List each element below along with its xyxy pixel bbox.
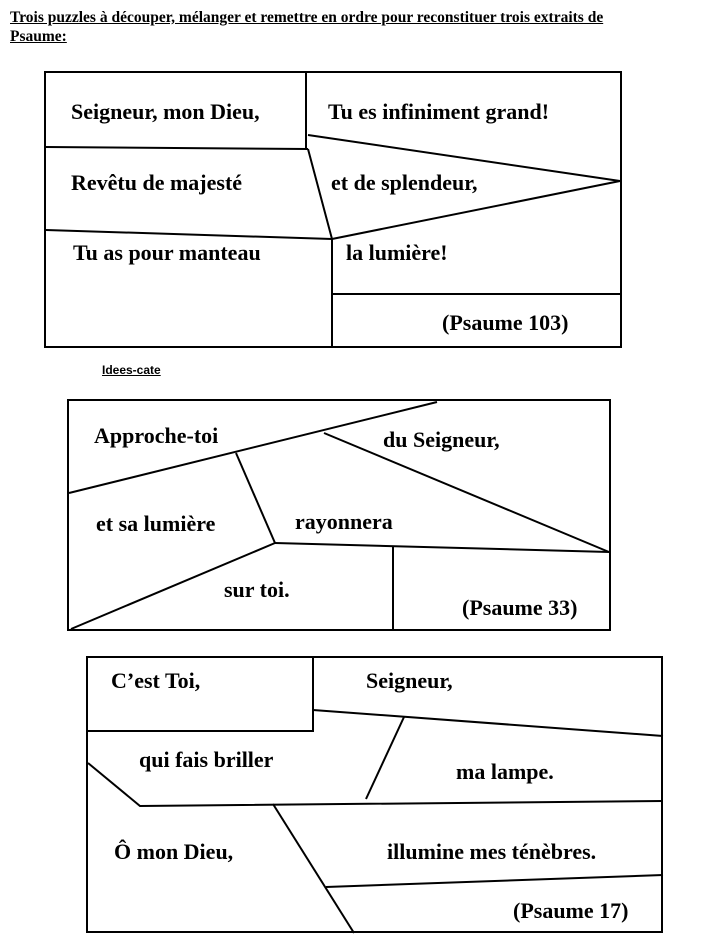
- piece-text: la lumière!: [346, 240, 448, 265]
- piece-text: sur toi.: [224, 577, 290, 602]
- piece-text: Revêtu de majesté: [71, 170, 243, 195]
- piece-text: Seigneur,: [366, 668, 453, 693]
- piece-text: et sa lumière: [96, 511, 216, 536]
- puzzle-psaume-103: [44, 71, 622, 348]
- puzzle-psaume-33: [67, 399, 611, 631]
- cut-line: [366, 717, 404, 799]
- piece-text: Tu as pour manteau: [73, 240, 261, 265]
- instructions-title: Trois puzzles à découper, mélanger et remettre en ordre pour reconstituer trois extraits de Psaume:: [10, 9, 604, 45]
- cut-line: [273, 804, 354, 933]
- psalm-reference: (Psaume 17): [513, 898, 629, 923]
- piece-text: et de splendeur,: [331, 170, 478, 195]
- psalm-reference: (Psaume 33): [462, 595, 578, 620]
- piece-text: Ô mon Dieu,: [114, 839, 234, 864]
- cut-line: [308, 149, 332, 239]
- cut-line: [236, 453, 275, 543]
- piece-text: Approche-toi: [94, 423, 219, 448]
- psalm-reference: (Psaume 103): [442, 310, 569, 335]
- puzzle-psaume-17: [86, 656, 663, 933]
- piece-text: ma lampe.: [456, 759, 554, 784]
- cut-line: [275, 543, 609, 552]
- puzzle-3-cut-lines: [88, 658, 665, 935]
- cut-line: [46, 230, 332, 239]
- cut-line: [46, 147, 308, 149]
- piece-text: C’est Toi,: [111, 668, 201, 693]
- credit-label: Idees-cate: [102, 363, 161, 377]
- piece-text: Tu es infiniment grand!: [328, 99, 550, 124]
- piece-text: rayonnera: [295, 509, 393, 534]
- piece-text: illumine mes ténèbres.: [387, 839, 597, 864]
- piece-text: du Seigneur,: [383, 427, 500, 452]
- piece-text: Seigneur, mon Dieu,: [71, 99, 260, 124]
- piece-text: qui fais briller: [139, 747, 274, 772]
- cut-line: [313, 710, 663, 736]
- cut-line: [326, 875, 663, 887]
